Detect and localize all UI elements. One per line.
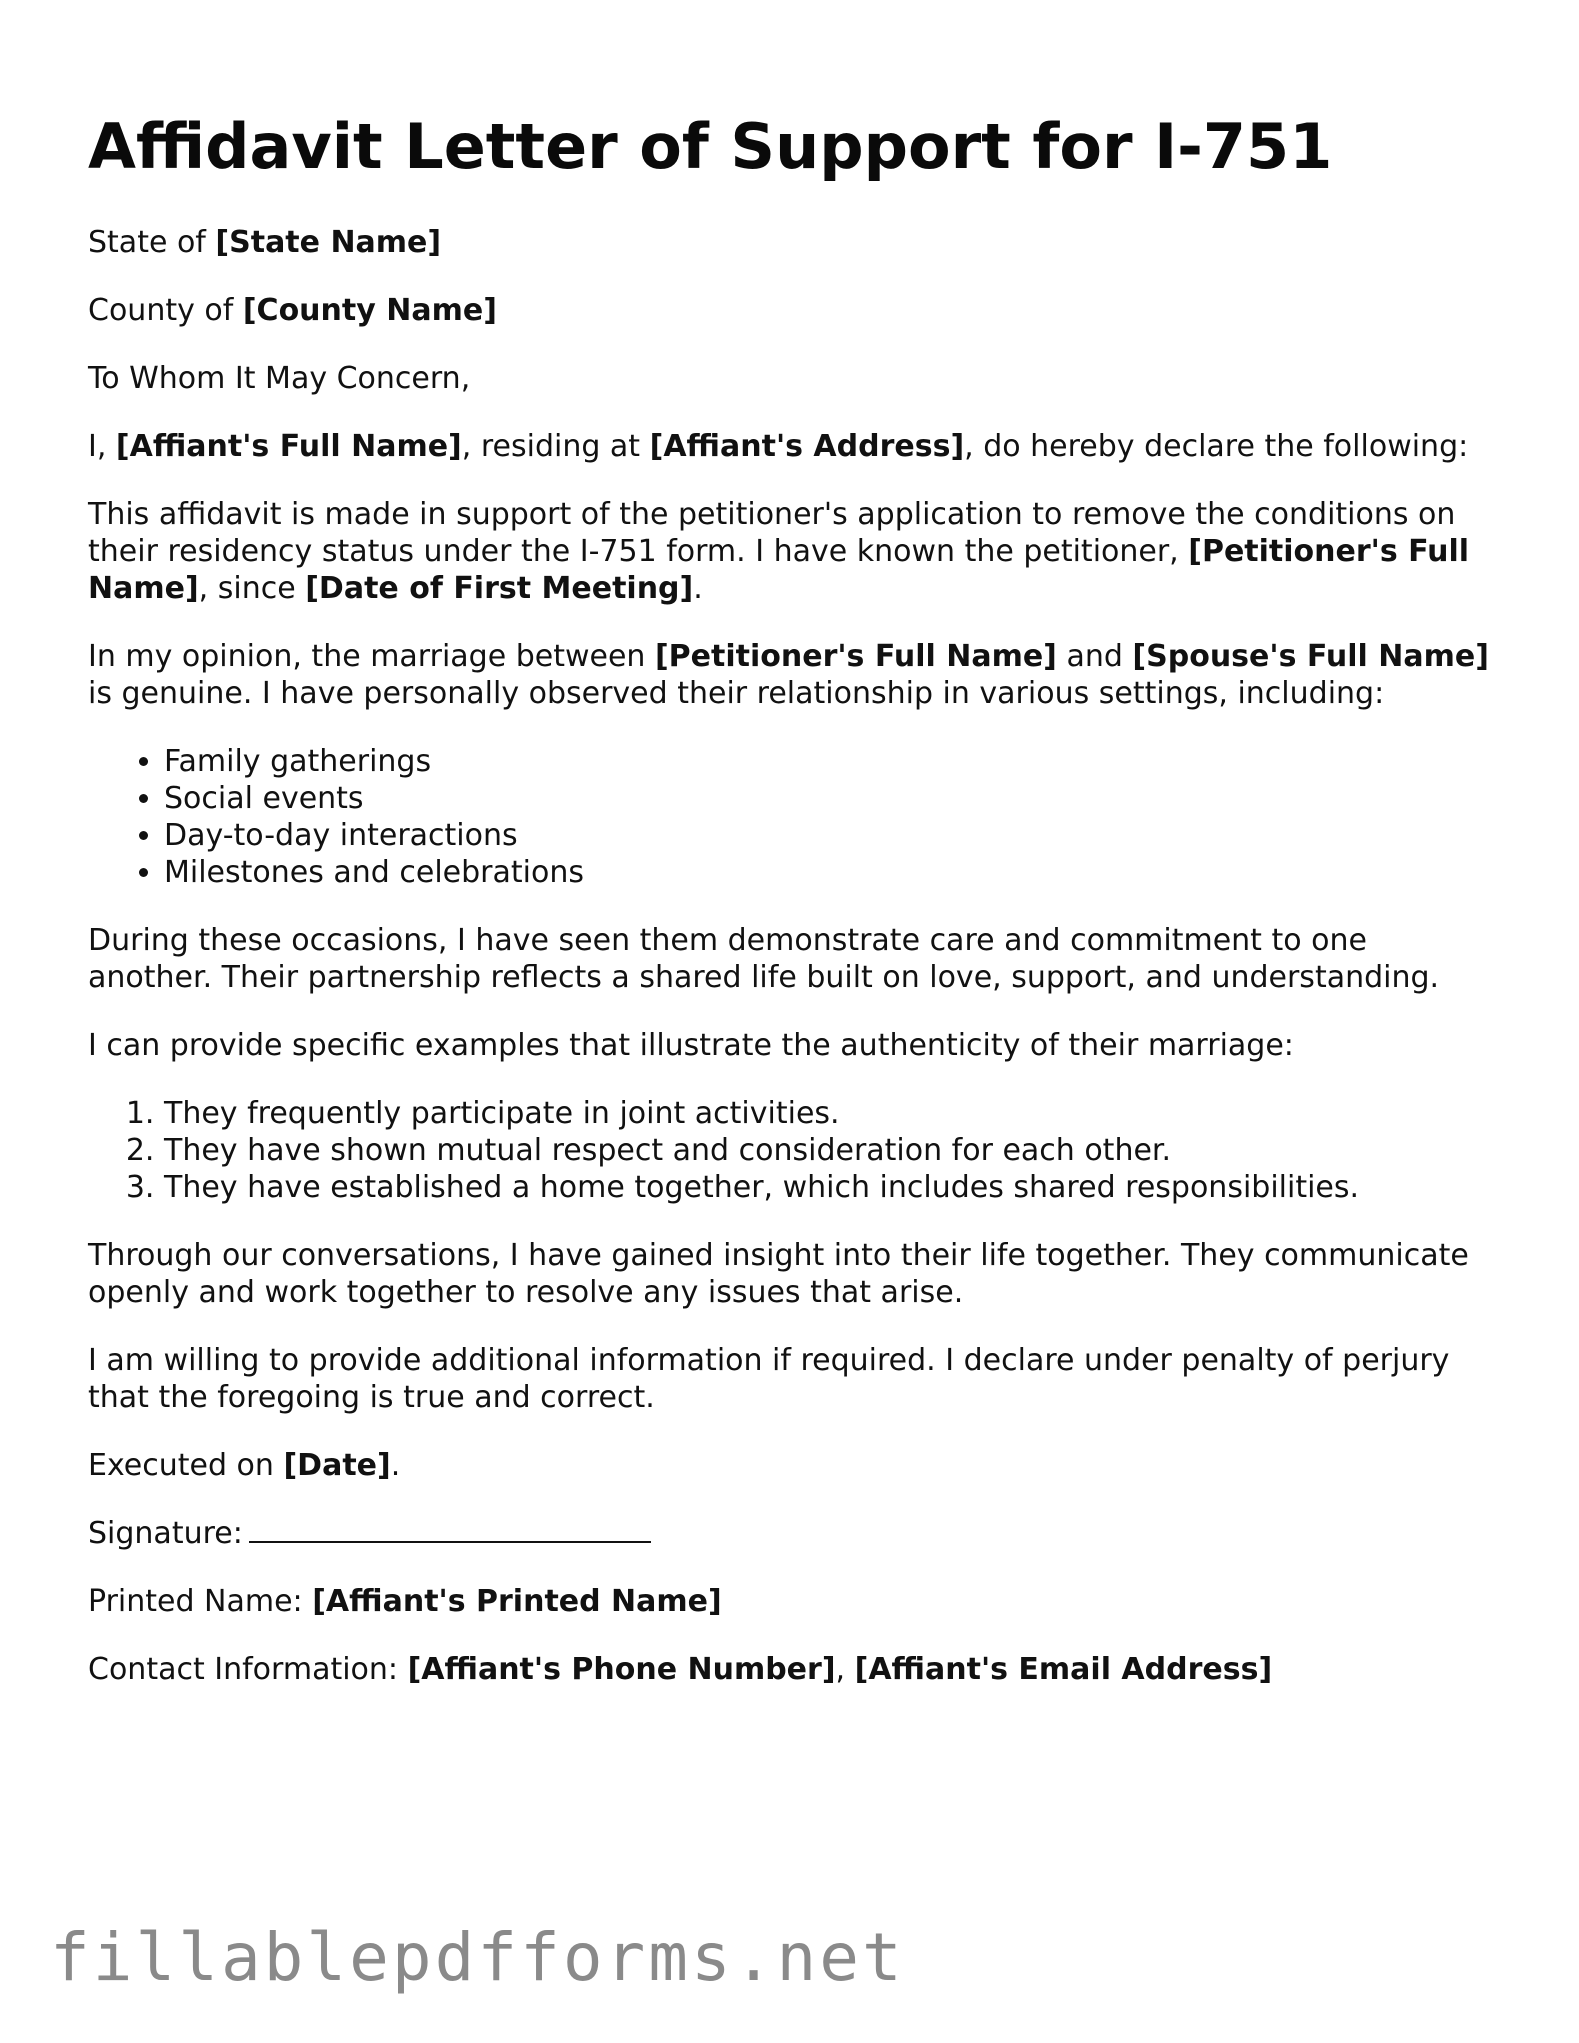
signature-line	[88, 1515, 1498, 1552]
declaration-paragraph: I am willing to provide additional information if required. I declare under penalty of perjury that the foregoing is true and correct.	[88, 1343, 1450, 1415]
list-item: 1. They frequently participate in joint activities.	[164, 1095, 1498, 1132]
intro-text-3: , do hereby declare the following:	[964, 429, 1469, 464]
date-placeholder: [Date]	[283, 1448, 391, 1483]
affiant-name-placeholder: [Affiant's Full Name]	[115, 429, 462, 464]
petitioner-name-placeholder: [Petitioner's Full Name]	[88, 534, 1470, 606]
list-item: • Day-to-day interactions	[164, 817, 1498, 854]
list-item: 2. They have shown mutual respect and consideration for each other.	[164, 1132, 1498, 1169]
opinion-text-2: and	[1056, 639, 1133, 674]
intro-text-2: , residing at	[461, 429, 650, 464]
signature-field[interactable]	[249, 1515, 651, 1543]
settings-list	[88, 743, 1498, 891]
opinion-text-1: In my opinion, the marriage between	[88, 639, 655, 674]
state-placeholder: [State Name]	[215, 225, 442, 260]
list-item: • Social events	[164, 780, 1498, 817]
contact-separator: ,	[835, 1652, 855, 1687]
county-placeholder: [County Name]	[242, 293, 497, 328]
affiant-address-placeholder: [Affiant's Address]	[649, 429, 965, 464]
printed-name-line	[88, 1583, 1498, 1620]
email-placeholder: [Affiant's Email Address]	[854, 1652, 1273, 1687]
purpose-text-1: This affidavit is made in support of the petitioner's application to remove the conditions on their residency status under the I-751 form. I have known the petitioner,	[88, 497, 1456, 569]
contact-line	[88, 1651, 1498, 1688]
state-line	[88, 224, 1498, 261]
intro-paragraph	[88, 428, 1498, 465]
purpose-text-3: .	[693, 571, 703, 606]
signature-label: Signature:	[88, 1516, 243, 1551]
salutation: To Whom It May Concern,	[88, 361, 471, 396]
occasions-paragraph: During these occasions, I have seen them demonstrate care and commitment to one another. Their partnership reflects a shared life built on love, support, and understanding.	[88, 923, 1440, 995]
opinion-petitioner-placeholder: [Petitioner's Full Name]	[654, 639, 1057, 674]
county-label: County of	[88, 293, 243, 328]
printed-name-placeholder: [Affiant's Printed Name]	[312, 1584, 722, 1619]
watermark: fillablepdfforms.net	[50, 1919, 905, 1996]
purpose-text-2: , since	[198, 571, 306, 606]
opinion-text-3: is genuine. I have personally observed their relationship in various settings, including:	[88, 676, 1385, 711]
list-item: 3. They have established a home together, which includes shared responsibilities.	[164, 1169, 1498, 1206]
spouse-name-placeholder: [Spouse's Full Name]	[1132, 639, 1489, 674]
list-item: • Milestones and celebrations	[164, 854, 1498, 891]
contact-label: Contact Information:	[88, 1652, 408, 1687]
opinion-paragraph	[88, 638, 1498, 712]
purpose-paragraph	[88, 496, 1498, 607]
page-title: Affidavit Letter of Support for I-751	[88, 110, 1333, 183]
county-line	[88, 292, 1498, 329]
document-page	[88, 110, 1498, 1719]
list-item: • Family gatherings	[164, 743, 1498, 780]
intro-text-1: I,	[88, 429, 116, 464]
examples-intro: I can provide specific examples that illustrate the authenticity of their marriage:	[88, 1028, 1294, 1063]
printed-name-label: Printed Name:	[88, 1584, 313, 1619]
state-label: State of	[88, 225, 216, 260]
examples-list	[88, 1095, 1498, 1206]
executed-line	[88, 1447, 1498, 1484]
phone-placeholder: [Affiant's Phone Number]	[407, 1652, 836, 1687]
executed-label: Executed on	[88, 1448, 284, 1483]
first-meeting-date-placeholder: [Date of First Meeting]	[305, 571, 694, 606]
conversations-paragraph: Through our conversations, I have gained insight into their life together. They communicate openly and work together to resolve any issues that arise.	[88, 1238, 1469, 1310]
executed-suffix: .	[390, 1448, 401, 1483]
